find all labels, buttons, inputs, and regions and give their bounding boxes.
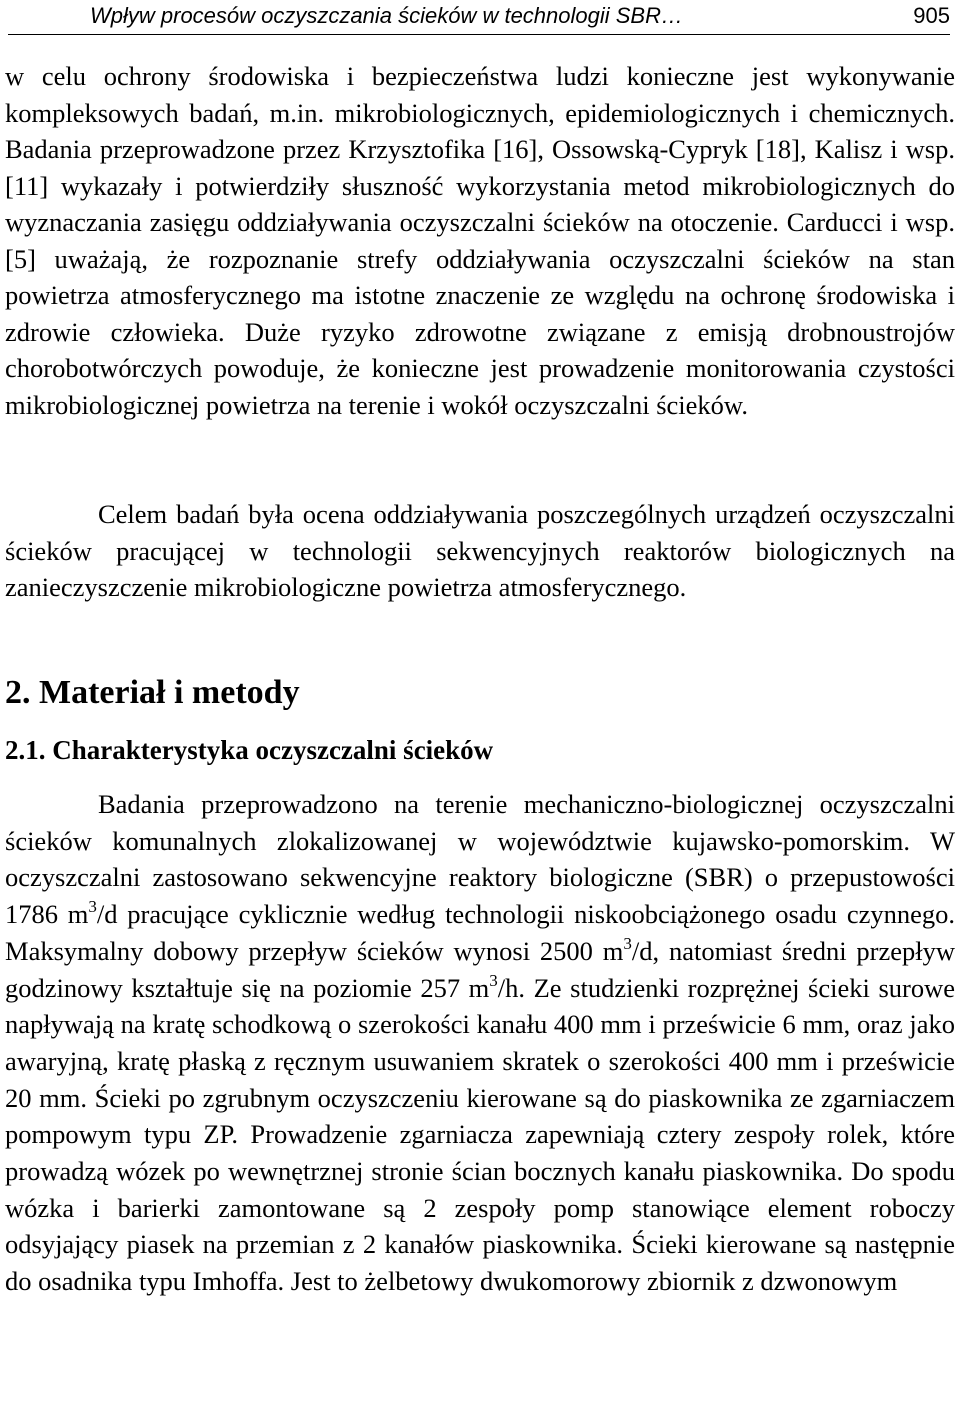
section-heading: 2. Materiał i metody [5, 674, 300, 711]
superscript-cubic-2: 3 [623, 933, 632, 953]
superscript-cubic-3: 3 [489, 970, 498, 990]
paragraph-3-part-3: /d, natomiast średni przepływ godzinowy kształtuje się na poziomie 257 m [5, 935, 956, 1003]
paragraph-3-text [5, 786, 955, 1300]
superscript-cubic-1: 3 [88, 897, 97, 917]
paragraph-3-part-1: Badania przeprowadzono na terenie mechaniczno-biologicznej oczyszczalni ścieków komunalnych zlokalizowanej w województwie kujawsko-pomorskim. W oczyszczalni zastosowano sekwencyjne reaktory biologiczne (SBR) o przepustowości 1786 m [5, 789, 955, 930]
page-header [8, 0, 950, 35]
paragraph-facility-description [5, 786, 955, 1300]
paragraph-1-text: w celu ochrony środowiska i bezpieczeństwa ludzi konieczne jest wykonywanie kompleksowych badań, m.in. mikrobiologicznych, epidemiologicznych i chemicznych. Badania przeprowadzone przez Krzysztofika [16], Ossowską-Cypryk [18], Kalisz i wsp. [11] wykazały i potwierdziły słuszność wykorzystania metod mikrobiologicznych do wyznaczania zasięgu oddziaływania oczyszczalni ścieków na otoczenie. Carducci i wsp. [5] uważają, że rozpoznanie strefy oddziaływania oczyszczalni ścieków na stan powietrza atmosferycznego ma istotne znaczenie ze względu na ochronę środowiska i zdrowie człowieka. Duże ryzyko zdrowotne związane z emisją drobnoustrojów chorobotwórczych powoduje, że konieczne jest prowadzenie monitorowania czystości mikrobiologicznej powietrza na terenie i wokół oczyszczalni ścieków. [5, 61, 955, 420]
paragraph-intro [5, 58, 955, 423]
running-title: Wpływ procesów oczyszczania ścieków w technologii SBR… [90, 3, 683, 28]
paragraph-3-part-4: /h. Ze studzienki rozprężnej ścieki surowe napływają na kratę schodkową o szerokości kanału 400 mm i prześwicie 6 mm, oraz jako awaryjną, kratę płaską z ręcznym usuwaniem skratek o szerokości 400 mm i prześwicie 20 mm. Ścieki po zgrubnym oczyszczeniu kierowane są do piaskownika ze zgarniaczem pompowym typu ZP. Prowadzenie zgarniacza zapewniają cztery zespoły rolek, które prowadzą wózek po wewnętrznej stronie ścian bocznych kanału piaskownika. Do spodu wózka i barierki zamontowane są 2 zespoły pomp stanowiące element roboczy odsyjający piasek na przemian z 2 kanałów piaskownika. Ścieki kierowane są następnie do osadnika typu Imhoffa. Jest to żelbetowy dwukomorowy zbiornik z dzwonowym [5, 972, 955, 1297]
paragraph-3-part-2: /d pracujące cyklicznie według technologii niskoobciążonego osadu czynnego. Maksymalny dobowy przepływ ścieków wynosi 2500 m [5, 899, 955, 966]
paragraph-2-text: Celem badań była ocena oddziaływania poszczególnych urządzeń oczyszczalni ścieków pracującej w technologii sekwencyjnych reaktorów biologicznych na zanieczyszczenie mikrobiologiczne powietrza atmosferycznego. [5, 499, 955, 602]
subsection-heading: 2.1. Charakterystyka oczyszczalni ścieków [5, 735, 494, 765]
page-number: 905 [913, 3, 950, 28]
paragraph-aim [5, 496, 955, 606]
